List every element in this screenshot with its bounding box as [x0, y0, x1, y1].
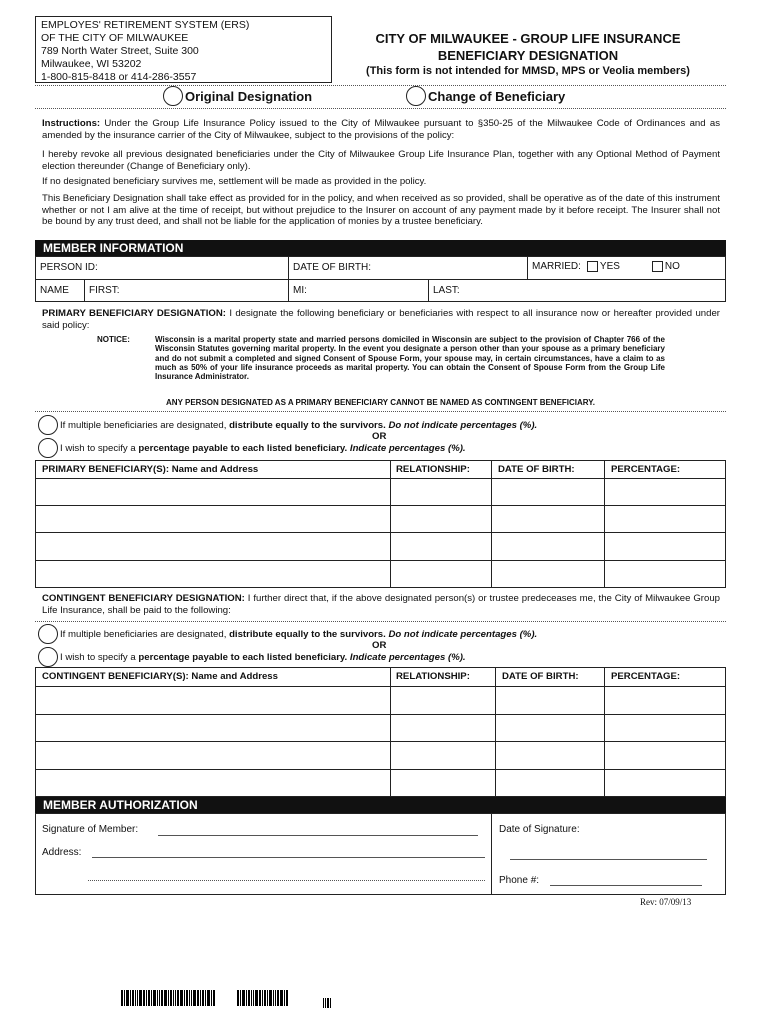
- contingent-percentage-option[interactable]: I wish to specify a percentage payable to each listed beneficiary. Indicate percentages (%).: [38, 647, 466, 667]
- ers-address-block: [35, 16, 332, 83]
- date-of-signature-label: Date of Signature:: [499, 824, 580, 835]
- radio-icon[interactable]: [163, 86, 183, 106]
- primary-dob-column-header: DATE OF BIRTH:: [498, 464, 575, 475]
- instructions-paragraph: Instructions: Under the Group Life Insurance Policy issued to the City of Milwaukee pursuant to §350-25 of the Milwaukee Code of Ordinances and as amended by the insurance carrier of the City of Milwaukee, subject to the provisions of the policy:: [42, 118, 720, 141]
- member-information-header: MEMBER INFORMATION: [35, 240, 726, 256]
- contingent-name-column-header: CONTINGENT BENEFICIARY(S): Name and Address: [42, 671, 278, 682]
- primary-relationship-column-header: RELATIONSHIP:: [396, 464, 470, 475]
- original-designation-option[interactable]: Original Designation: [163, 86, 312, 106]
- org-line: Milwaukee, WI 53202: [41, 58, 142, 70]
- signature-line[interactable]: [158, 835, 478, 836]
- radio-icon[interactable]: [38, 624, 58, 644]
- notice-label: NOTICE:: [97, 335, 130, 344]
- change-of-beneficiary-option[interactable]: Change of Beneficiary: [406, 86, 565, 106]
- contingent-dob-column-header: DATE OF BIRTH:: [502, 671, 579, 682]
- org-line: 1-800-815-8418 or 414-286-3557: [41, 71, 197, 83]
- contingent-relationship-column-header: RELATIONSHIP:: [396, 671, 470, 682]
- primary-warning: ANY PERSON DESIGNATED AS A PRIMARY BENEFICIARY CANNOT BE NAMED AS CONTINGENT BENEFICIARY.: [166, 398, 595, 407]
- authorization-box: [35, 813, 726, 895]
- first-name-field[interactable]: FIRST:: [89, 285, 120, 296]
- revision-date: Rev: 07/09/13: [640, 897, 692, 907]
- member-authorization-header: MEMBER AUTHORIZATION: [35, 797, 726, 813]
- or-label: OR: [372, 640, 387, 651]
- married-yes-checkbox[interactable]: [587, 261, 598, 272]
- name-label: NAME: [40, 285, 69, 296]
- notice-text: Wisconsin is a marital property state and married persons domiciled in Wisconsin are subject to the provision of Chapter 766 of the Wisconsin Statutes governing marital property. In the event you designate a person other than your spouse as a primary beneficiary and do not submit a completed and signed Consent of Spouse Form, your spouse may, in certain circumstances, have a claim to as much as 50% of your life insurance proceeds as marital property. You can obtain the Consent of Spouse Form from the Group Life Insurance Administrator.: [155, 335, 665, 382]
- radio-icon[interactable]: [38, 438, 58, 458]
- phone-label: Phone #:: [499, 875, 540, 886]
- primary-percentage-column-header: PERCENTAGE:: [611, 464, 681, 475]
- primary-equal-distribution-option[interactable]: If multiple beneficiaries are designated, distribute equally to the survivors. Do not indicate percentages (%).: [38, 415, 537, 435]
- primary-beneficiary-table: [35, 460, 726, 588]
- date-of-birth-field[interactable]: DATE OF BIRTH:: [293, 262, 371, 273]
- radio-icon[interactable]: [38, 415, 58, 435]
- date-of-signature-line[interactable]: [510, 859, 707, 860]
- primary-percentage-option[interactable]: I wish to specify a percentage payable to each listed beneficiary. Indicate percentages (%).: [38, 438, 466, 458]
- or-label: OR: [372, 431, 387, 442]
- last-name-field[interactable]: LAST:: [433, 285, 460, 296]
- no-survivor-paragraph: If no designated beneficiary survives me, settlement will be made as provided in the policy.: [42, 176, 427, 187]
- radio-icon[interactable]: [406, 86, 426, 106]
- revoke-paragraph: I hereby revoke all previous designated beneficiaries under the City of Milwaukee Group Life Insurance Plan, together with any Optional Method of Payment election thereunder (Change of Beneficiary only).: [42, 149, 720, 172]
- address-line-2[interactable]: [88, 880, 485, 881]
- contingent-percentage-column-header: PERCENTAGE:: [611, 671, 681, 682]
- phone-line[interactable]: [550, 885, 702, 886]
- org-line: EMPLOYES' RETIREMENT SYSTEM (ERS): [41, 19, 250, 31]
- barcode-icon: [121, 990, 216, 1006]
- divider: [35, 108, 726, 109]
- contingent-designation-paragraph: CONTINGENT BENEFICIARY DESIGNATION: I further direct that, if the above designated person(s) or trustee predeceases me, the City of Milwaukee Group Life Insurance, shall be paid to the following:: [42, 593, 720, 616]
- married-field: MARRIED: YES NO: [532, 261, 680, 272]
- middle-initial-field[interactable]: MI:: [293, 285, 307, 296]
- divider: [35, 85, 726, 86]
- signature-label: Signature of Member:: [42, 824, 139, 835]
- barcode-icon: [323, 995, 332, 1005]
- barcode-icon: [237, 990, 289, 1006]
- org-line: 789 North Water Street, Suite 300: [41, 45, 199, 57]
- effect-paragraph: This Beneficiary Designation shall take effect as provided for in the policy, and when received as so provided, shall be operative as of the date of this instrument whether or not I am alive at the time of receipt, but without prejudice to the Insurer on account of any payment made by it before receipt. The Insurer shall not be bound by any trust deed, and shall not be liable for the application of monies by a trustee beneficiary.: [42, 193, 720, 227]
- person-id-field[interactable]: PERSON ID:: [40, 262, 98, 273]
- contingent-equal-distribution-option[interactable]: If multiple beneficiaries are designated, distribute equally to the survivors. Do not indicate percentages (%).: [38, 624, 537, 644]
- primary-designation-paragraph: PRIMARY BENEFICIARY DESIGNATION: I designate the following beneficiary or beneficiaries with respect to all insurance now or hereafter provided under said policy:: [42, 308, 721, 331]
- org-line: OF THE CITY OF MILWAUKEE: [41, 32, 189, 44]
- address-line[interactable]: [92, 857, 485, 858]
- primary-name-column-header: PRIMARY BENEFICIARY(S): Name and Address: [42, 464, 259, 475]
- form-title: CITY OF MILWAUKEE - GROUP LIFE INSURANCE BENEFICIARY DESIGNATION: [375, 31, 681, 63]
- married-no-checkbox[interactable]: [652, 261, 663, 272]
- form-subtitle: (This form is not intended for MMSD, MPS or Veolia members): [366, 65, 690, 77]
- address-label: Address:: [42, 847, 82, 858]
- radio-icon[interactable]: [38, 647, 58, 667]
